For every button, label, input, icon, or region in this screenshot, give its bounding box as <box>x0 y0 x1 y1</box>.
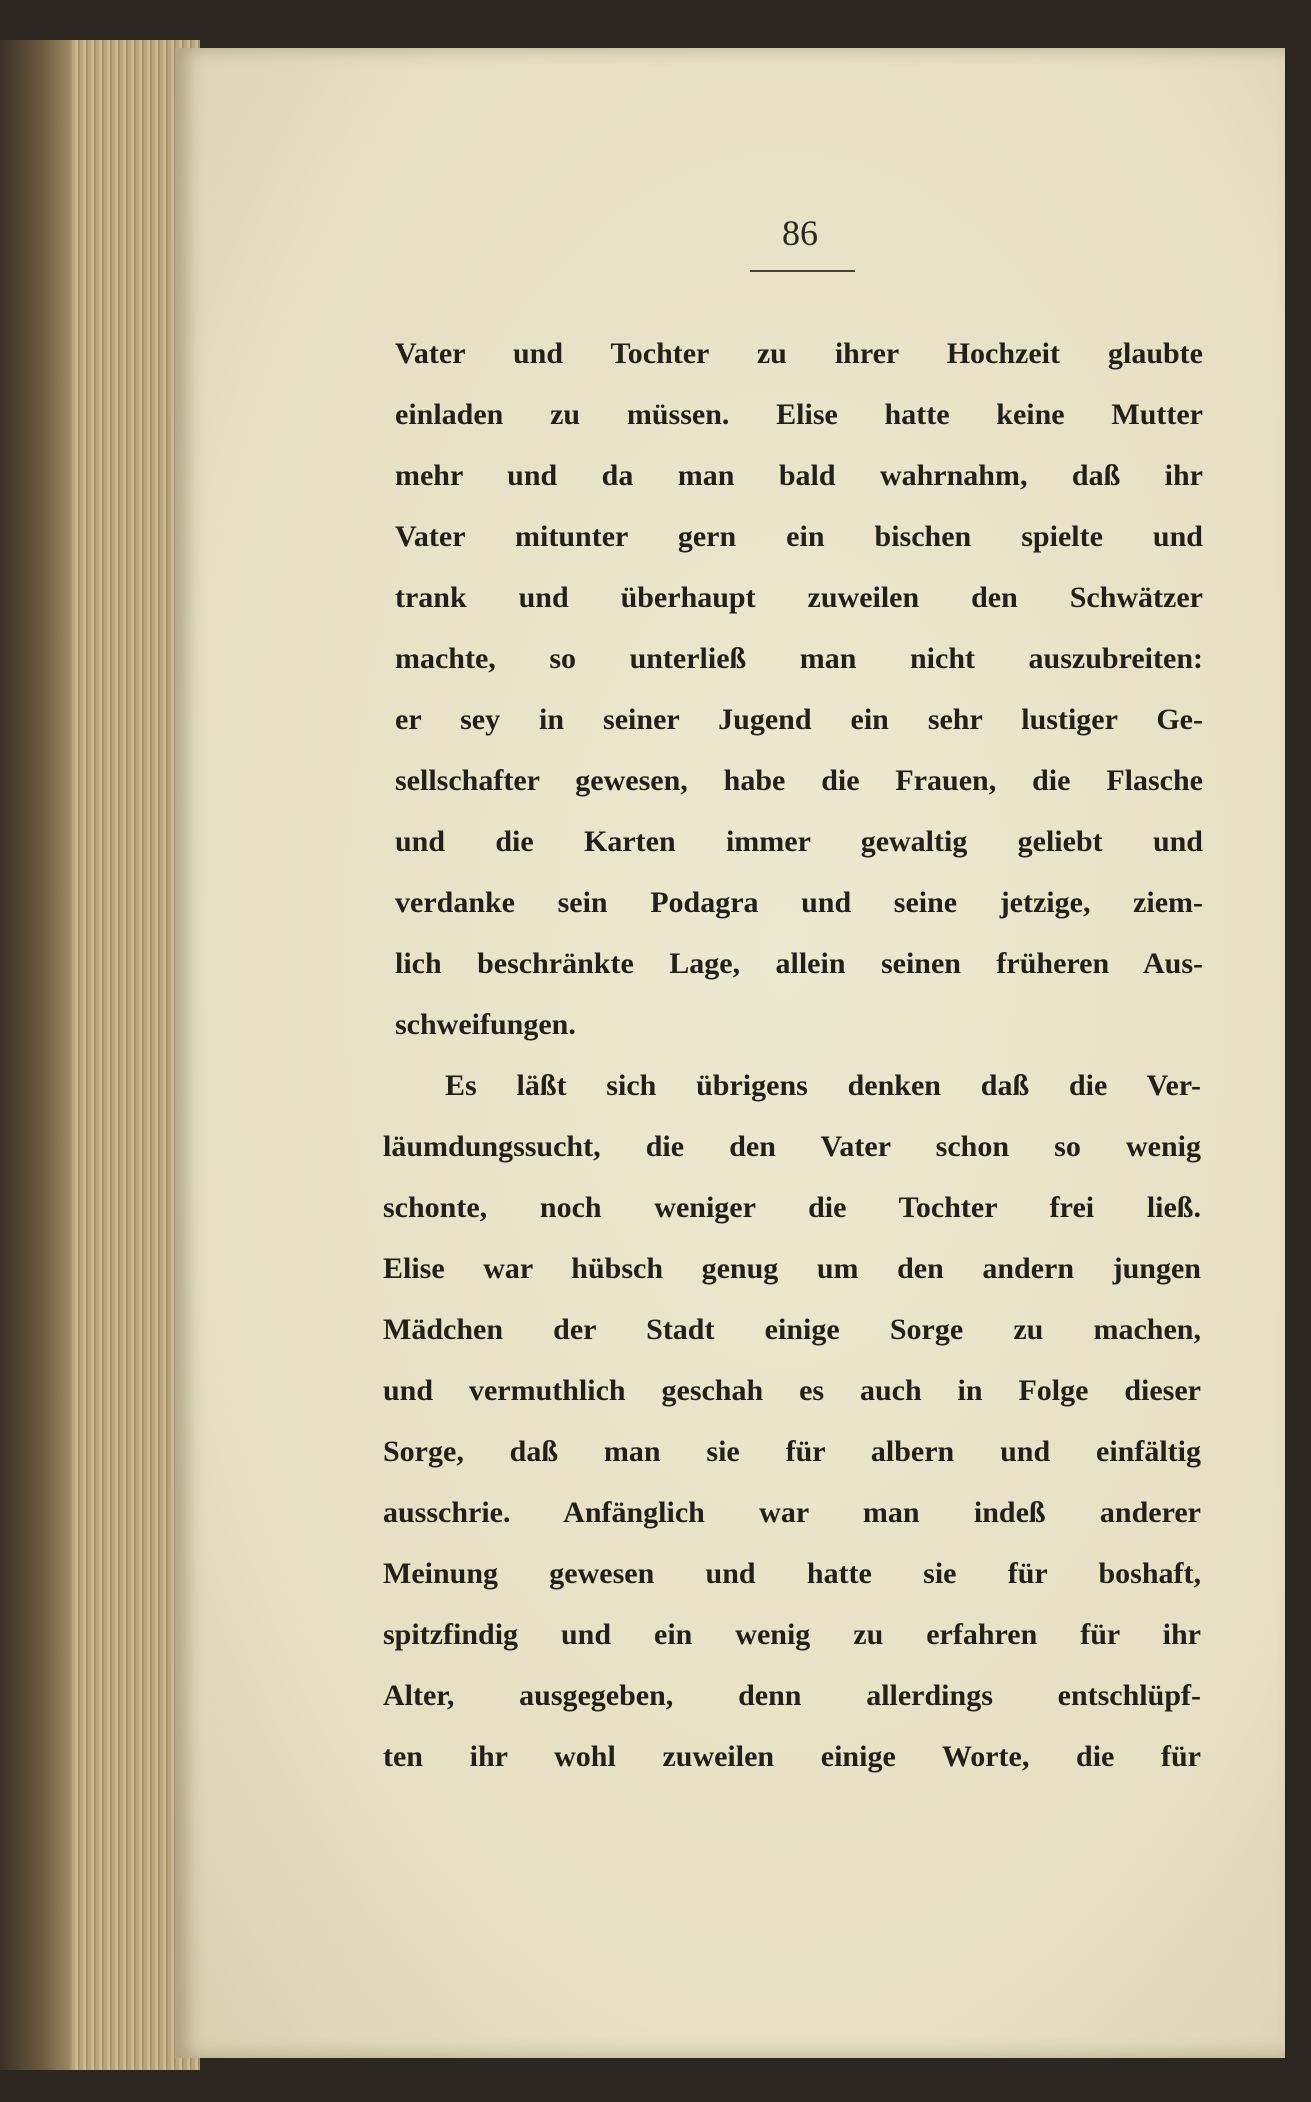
body-text <box>383 323 1203 1787</box>
text-line: Alter, ausgegeben, denn allerdings entschlüpf- <box>383 1679 1201 1712</box>
text-line: sellschafter gewesen, habe die Frauen, die Flasche <box>395 764 1203 797</box>
text-line: Vater mitunter gern ein bischen spielte und <box>395 520 1203 553</box>
text-line: ten ihr wohl zuweilen einige Worte, die für <box>383 1740 1201 1773</box>
paragraph-2 <box>383 1055 1201 1787</box>
text-line: Sorge, daß man sie für albern und einfältig <box>383 1435 1201 1468</box>
text-line: trank und überhaupt zuweilen den Schwätzer <box>395 581 1203 614</box>
text-line: er sey in seiner Jugend ein sehr lustiger Ge- <box>395 703 1203 736</box>
text-line: schonte, noch weniger die Tochter frei ließ. <box>383 1191 1201 1224</box>
text-line: lich beschränkte Lage, allein seinen früheren Aus- <box>395 947 1203 980</box>
text-line: mehr und da man bald wahrnahm, daß ihr <box>395 459 1203 492</box>
text-line: und die Karten immer gewaltig geliebt und <box>395 825 1203 858</box>
text-line: einladen zu müssen. Elise hatte keine Mutter <box>395 398 1203 431</box>
page-number-rule <box>750 270 855 272</box>
text-line: machte, so unterließ man nicht auszubreiten: <box>395 642 1203 675</box>
text-line: Vater und Tochter zu ihrer Hochzeit glaubte <box>395 337 1203 370</box>
text-line: Es läßt sich übrigens denken daß die Ver- <box>445 1069 1201 1102</box>
text-line: und vermuthlich geschah es auch in Folge dieser <box>383 1374 1201 1407</box>
book-spine-edge <box>0 40 70 2070</box>
text-line: verdanke sein Podagra und seine jetzige, ziem- <box>395 886 1203 919</box>
text-line: spitzfindig und ein wenig zu erfahren für ihr <box>383 1618 1201 1651</box>
page-number: 86 <box>782 213 818 253</box>
text-line: schweifungen. <box>395 1008 576 1041</box>
text-line: ausschrie. Anfänglich war man indeß anderer <box>383 1496 1201 1529</box>
text-line: Meinung gewesen und hatte sie für boshaft, <box>383 1557 1201 1590</box>
text-line: Mädchen der Stadt einige Sorge zu machen, <box>383 1313 1201 1346</box>
text-line: Elise war hübsch genug um den andern jungen <box>383 1252 1201 1285</box>
text-line: läumdungssucht, die den Vater schon so wenig <box>383 1130 1201 1163</box>
paragraph-1 <box>395 323 1203 1055</box>
